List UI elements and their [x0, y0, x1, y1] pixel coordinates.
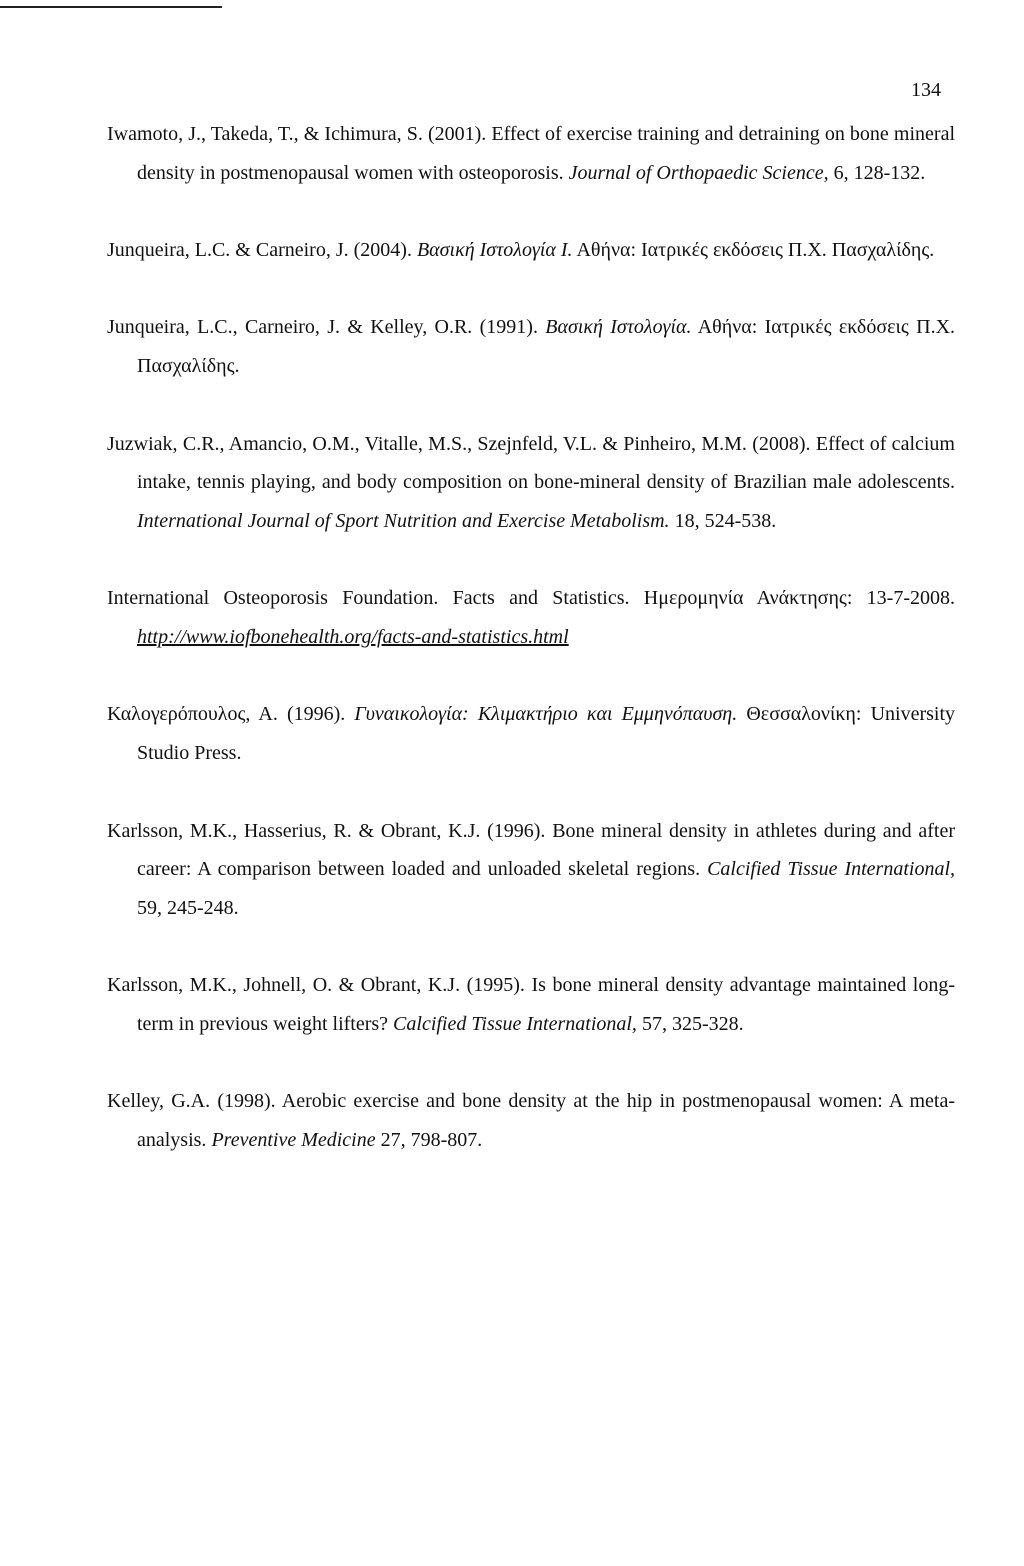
page-number: 134	[911, 79, 941, 101]
reference-source: Preventive Medicine	[211, 1129, 376, 1152]
reference-authors: Juzwiak, C.R., Amancio, O.M., Vitalle, M.S., Szejnfeld, V.L. & Pinheiro, M.M. (2008). Effect of calcium intake, tennis playing, and body composition on bone-mineral density of Brazilian male adolescents.	[107, 432, 955, 494]
reference-authors: Καλογερόπουλος, Α. (1996).	[107, 703, 355, 726]
reference-authors: Junqueira, L.C., Carneiro, J. & Kelley, O.R. (1991).	[107, 316, 546, 339]
reference-source: Calcified Tissue International,	[707, 858, 955, 881]
reference-tail: 27, 798-807.	[375, 1129, 483, 1152]
reference-tail: 57, 325-328.	[636, 1013, 744, 1036]
reference-tail: Αθήνα: Ιατρικές εκδόσεις Π.Χ. Πασχαλίδης.	[572, 239, 935, 262]
reference-source: Βασική Ιστολογία.	[545, 316, 692, 339]
reference-tail: Θεσσαλονίκη: University Studio Press.	[137, 703, 955, 765]
reference-link[interactable]: http://www.iofbonehealth.org/facts-and-statistics.html	[137, 626, 569, 649]
reference-source: Journal of Orthopaedic Science,	[568, 161, 829, 184]
top-rule	[0, 6, 222, 8]
reference-tail: 59, 245-248.	[137, 896, 239, 919]
reference-entry	[107, 695, 955, 772]
reference-list	[107, 115, 955, 1160]
reference-entry	[107, 1082, 955, 1159]
reference-source: Γυναικολογία: Κλιμακτήριο και Εμμηνόπαυση.	[354, 703, 738, 726]
reference-authors: Kelley, G.A. (1998). Aerobic exercise and bone density at the hip in postmenopausal women: A meta-analysis.	[107, 1090, 955, 1152]
reference-entry	[107, 812, 955, 928]
reference-authors: Junqueira, L.C. & Carneiro, J. (2004).	[107, 239, 417, 262]
reference-entry	[107, 231, 955, 270]
reference-entry	[107, 308, 955, 385]
reference-source: Calcified Tissue International,	[393, 1013, 637, 1036]
reference-tail: 6, 128-132.	[828, 161, 926, 184]
reference-tail: 18, 524-538.	[669, 509, 777, 532]
reference-authors: Karlsson, M.K., Johnell, O. & Obrant, K.J. (1995). Is bone mineral density advantage maintained long-term in previous weight lifters?	[107, 974, 955, 1036]
reference-entry	[107, 966, 955, 1043]
reference-entry	[107, 115, 955, 192]
reference-entry	[107, 425, 955, 541]
reference-authors: International Osteoporosis Foundation. Facts and Statistics. Ημερομηνία Ανάκτησης: 13-7-2008.	[107, 587, 955, 610]
reference-authors: Karlsson, M.K., Hasserius, R. & Obrant, K.J. (1996). Bone mineral density in athletes during and after career: A comparison between loaded and unloaded skeletal regions.	[107, 819, 955, 881]
reference-entry	[107, 579, 955, 656]
reference-tail: Αθήνα: Ιατρικές εκδόσεις Π.Χ. Πασχαλίδης.	[137, 316, 956, 378]
reference-source: International Journal of Sport Nutrition and Exercise Metabolism.	[137, 509, 670, 532]
reference-source: Βασική Ιστολογία Ι.	[416, 239, 573, 262]
reference-authors: Iwamoto, J., Takeda, T., & Ichimura, S. (2001). Effect of exercise training and detraining on bone mineral density in postmenopausal women with osteoporosis.	[107, 123, 955, 184]
